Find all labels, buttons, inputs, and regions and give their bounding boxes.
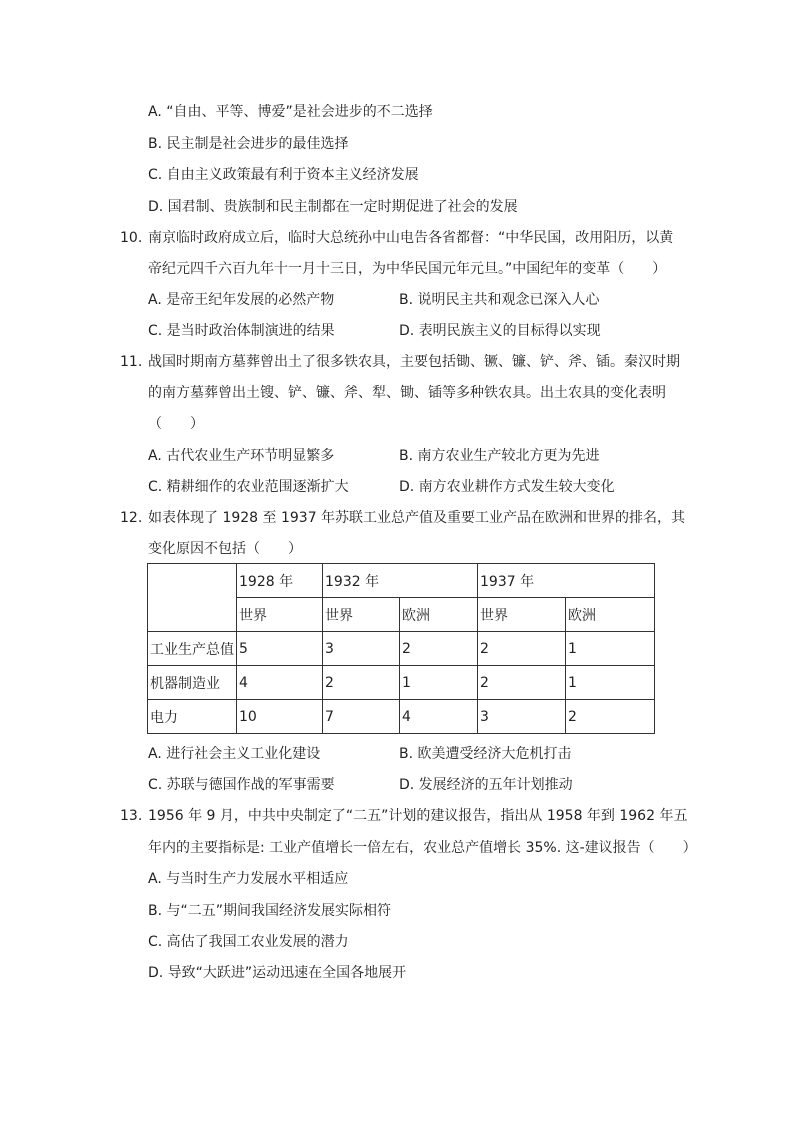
q12-option-c: C. 苏联与德国作战的军事需要 <box>148 777 335 793</box>
table-row <box>148 700 655 734</box>
q12-option-a: A. 进行社会主义工业化建设 <box>148 746 321 762</box>
table-cell: 2 <box>323 666 400 700</box>
table-cell: 2 <box>566 700 655 734</box>
q13-option-a: A. 与当时生产力发展水平相适应 <box>148 871 349 887</box>
table-cell: 2 <box>478 666 566 700</box>
q13-number: 13. <box>120 808 143 824</box>
q10-stem-line2: 帝纪元四千六百九年十一月十三日，为中华民国元年元旦。”中国纪年的变革（ ） <box>148 261 667 277</box>
q13-option-c: C. 高估了我国工农业发展的潜力 <box>148 934 349 950</box>
table-cell: 5 <box>237 632 323 666</box>
q11-option-b: B. 南方农业生产较北方更为先进 <box>399 448 600 464</box>
q10-number: 10. <box>120 230 143 246</box>
table-cell: 4 <box>237 666 323 700</box>
q13-option-b: B. 与“二五”期间我国经济发展实际相符 <box>148 903 392 919</box>
q10-option-d: D. 表明民族主义的目标得以实现 <box>399 323 601 339</box>
table-row <box>148 632 655 666</box>
q11-option-d: D. 南方农业耕作方式发生较大变化 <box>399 479 615 495</box>
q9-option-b: B. 民主制是社会进步的最佳选择 <box>148 136 349 152</box>
q11-option-a: A. 古代农业生产环节明显繁多 <box>148 448 335 464</box>
table-corner-cell <box>148 564 237 632</box>
q11-option-c: C. 精耕细作的农业范围逐渐扩大 <box>148 479 349 495</box>
q9-option-d: D. 国君制、贵族制和民主制都在一定时期促进了社会的发展 <box>148 199 518 215</box>
table-cell: 7 <box>323 700 400 734</box>
q12-number: 12. <box>120 510 143 526</box>
table-cell: 1 <box>400 666 478 700</box>
table-cell: 2 <box>478 632 566 666</box>
table-cell: 1 <box>566 632 655 666</box>
q12-stem-line2: 变化原因不包括（ ） <box>148 541 302 557</box>
table-cell: 10 <box>237 700 323 734</box>
table-scope-header: 世界 <box>478 598 566 632</box>
table-scope-header: 世界 <box>323 598 400 632</box>
table-year-header: 1928 年 <box>237 564 323 598</box>
q10-stem-line1: 南京临时政府成立后，临时大总统孙中山电告各省都督：“中华民国，改用阳历，以黄 <box>148 230 674 246</box>
q11-stem-line2: 的南方墓葬曾出土锼、铲、镰、斧、犁、锄、锸等多种铁农具。出土农具的变化表明 <box>148 385 666 401</box>
q10-option-b: B. 说明民主共和观念已深入人心 <box>399 292 600 308</box>
table-year-header: 1937 年 <box>478 564 655 598</box>
table-cell: 3 <box>478 700 566 734</box>
q12-option-b: B. 欧美遭受经济大危机打击 <box>399 746 572 762</box>
q10-option-a: A. 是帝王纪年发展的必然产物 <box>148 292 335 308</box>
table-scope-header: 世界 <box>237 598 323 632</box>
q12-stem-line1: 如表体现了 1928 至 1937 年苏联工业总产值及重要工业产品在欧洲和世界的排名，其 <box>148 510 686 526</box>
q9-option-a: A. “自由、平等、博爱”是社会进步的不二选择 <box>148 104 433 120</box>
table-cell: 4 <box>400 700 478 734</box>
table-cell: 3 <box>323 632 400 666</box>
table-cell: 1 <box>566 666 655 700</box>
table-scope-header: 欧洲 <box>400 598 478 632</box>
table-row-label: 机器制造业 <box>148 666 237 700</box>
q13-stem-line2: 年内的主要指标是: 工业产值增长一倍左右，农业总产值增长 35%. 这-建议报告（ ） <box>148 840 697 856</box>
q11-number: 11. <box>120 354 143 370</box>
table-scope-header: 欧洲 <box>566 598 655 632</box>
table-row-label: 工业生产总值 <box>148 632 237 666</box>
q10-option-c: C. 是当时政治体制演进的结果 <box>148 323 335 339</box>
table-row-label: 电力 <box>148 700 237 734</box>
q13-option-d: D. 导致“大跃进”运动迅速在全国各地展开 <box>148 965 407 981</box>
q12-option-d: D. 发展经济的五年计划推动 <box>399 777 573 793</box>
table-year-header: 1932 年 <box>323 564 478 598</box>
q11-stem-line3: （ ） <box>148 416 204 432</box>
q13-stem-line1: 1956 年 9 月，中共中央制定了“二五”计划的建议报告，指出从 1958 年到 1962 年五 <box>148 808 688 824</box>
q9-option-c: C. 自由主义政策最有利于资本主义经济发展 <box>148 167 419 183</box>
q11-stem-line1: 战国时期南方墓葬曾出土了很多铁农具，主要包括锄、镢、镰、铲、斧、锸。秦汉时期 <box>148 354 680 370</box>
table-header-row-years <box>148 564 655 598</box>
table-cell: 2 <box>400 632 478 666</box>
soviet-ranking-table <box>147 563 655 734</box>
table-row <box>148 666 655 700</box>
